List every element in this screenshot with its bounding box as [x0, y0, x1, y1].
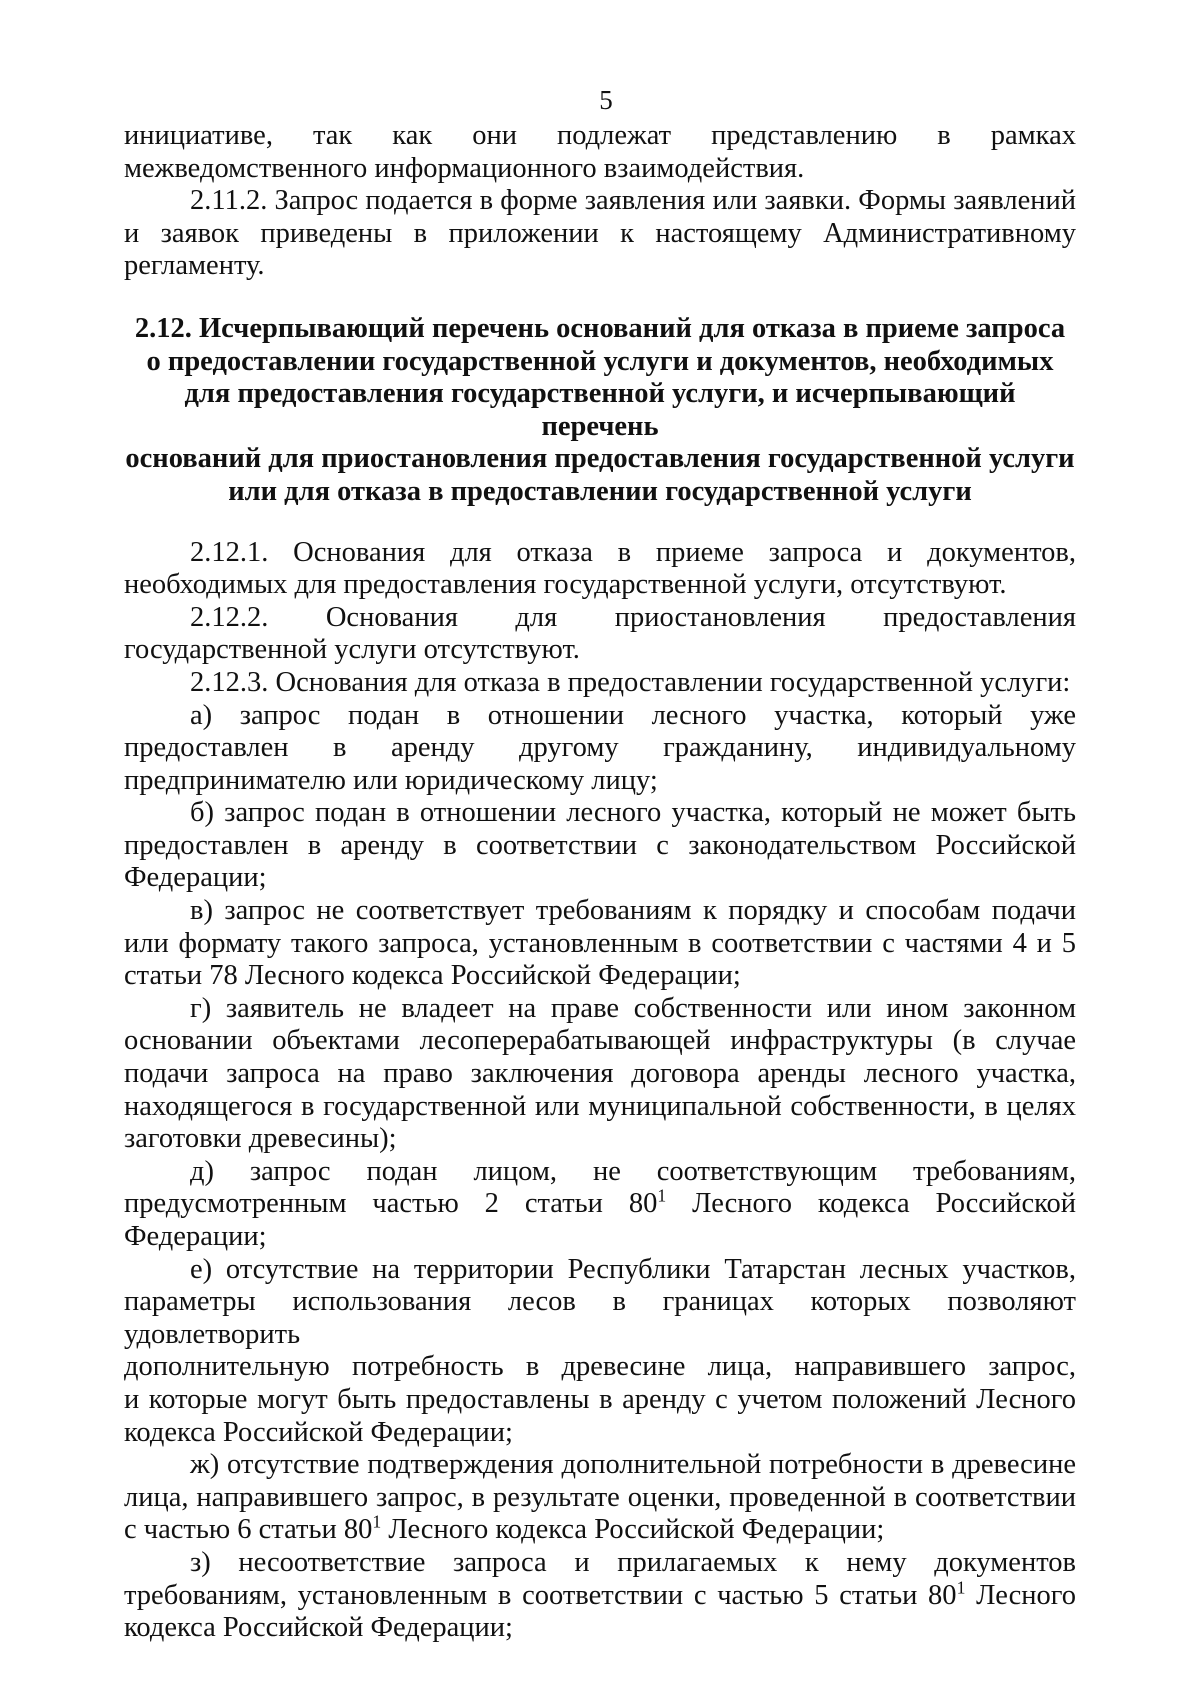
- section-heading-2-12: 2.12. Исчерпывающий перечень оснований для отказа в приеме запроса о предоставлении государственной услуги и документов, необходимых для предоставления государственной услуги, и исчерпывающий перечень оснований для приостановления предоставления государственной услуги или для отказа в предоставлении государственной услуги: [125, 312, 1075, 507]
- list-item-e: е) отсутствие на территории Республики Татарстан лесных участков, параметры использования лесов в границах которых позволяют удовлетворить дополнительную потребность в древесине лица, направившего запрос, и которые могут быть предоставлены в аренду с учетом положений Лесного кодекса Российской Федерации;: [124, 1253, 1076, 1448]
- list-item-g: г) заявитель не владеет на праве собственности или ином законном основании объектами лесоперерабатывающей инфраструктуры (в случае подачи запроса на право заключения договора аренды лесного участка, находящегося в государственной или муниципальной собственности, в целях заготовки древесины);: [124, 992, 1076, 1155]
- list-item-b: б) запрос подан в отношении лесного участка, который не может быть предоставлен в аренду в соответствии с законодательством Российской Федерации;: [124, 797, 1076, 894]
- superscript: 1: [657, 1185, 667, 1206]
- list-item-d: д) запрос подан лицом, не соответствующим требованиям, предусмотренным частью 2 статьи $80^1$ Лесного кодекса Российской Федерации;: [124, 1155, 1077, 1252]
- paragraph-2-11-2: 2.11.2. Запрос подается в форме заявления или заявки. Формы заявлений и заявок приведены в приложении к настоящему Административному регламенту.: [124, 185, 1076, 282]
- page-number: 5: [599, 85, 613, 115]
- paragraph-2-12-1: 2.12.1. Основания для отказа в приеме запроса и документов, необходимых для предоставления государственной услуги, отсутствуют.: [124, 536, 1076, 601]
- list-item-a: а) запрос подан в отношении лесного участка, который уже предоставлен в аренду другому гражданину, индивидуальному предпринимателю или юридическому лицу;: [124, 699, 1076, 796]
- line-with-superscript: с частью 6 статьи $80^1$ Лесного кодекса Российской Федерации;: [124, 1511, 885, 1546]
- superscript: 1: [372, 1511, 382, 1532]
- paragraph-continuation: инициативе, так как они подлежат представлению в рамках межведомственного информационного взаимодействия.: [124, 120, 1076, 184]
- list-item-zh: ж) отсутствие подтверждения дополнительной потребности в древесине лица, направившего запрос, в результате оценки, проведенной в соответствии с частью 6 статьи $80^1$ Лесного кодекса Российской Федерации;: [124, 1449, 1076, 1546]
- paragraph-2-12-3: 2.12.3. Основания для отказа в предоставлении государственной услуги:: [190, 666, 1071, 698]
- list-item-z: з) несоответствие запроса и прилагаемых к нему документов требованиям, установленным в соответствии с частью 5 статьи $80^1$ Лесного кодекса Российской Федерации;: [124, 1546, 1076, 1644]
- superscript: 1: [956, 1577, 966, 1598]
- list-item-v: в) запрос не соответствует требованиям к порядку и способам подачи или формату такого запроса, установленным в соответствии с частями 4 и 5 статьи 78 Лесного кодекса Российской Федерации;: [124, 895, 1076, 992]
- paragraph-2-12-2: 2.12.2. Основания для приостановления предоставления государственной услуги отсутствуют.: [124, 601, 1076, 666]
- line-with-superscript: предусмотренным частью 2 статьи $80^1$ Лесного кодекса Российской: [124, 1185, 1077, 1220]
- line-with-superscript: требованиям, установленным в соответствии с частью 5 статьи $80^1$ Лесного: [124, 1577, 1076, 1611]
